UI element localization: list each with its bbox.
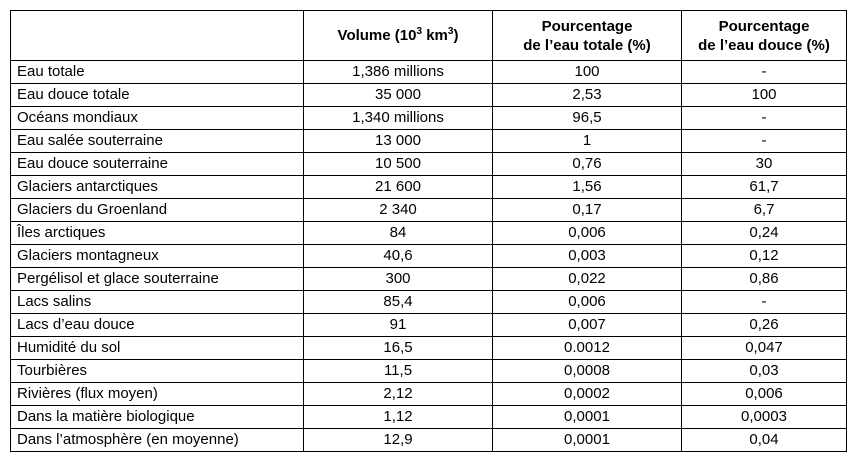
table-row bbox=[11, 84, 847, 107]
row-volume: 11,5 bbox=[304, 360, 493, 383]
table-row bbox=[11, 291, 847, 314]
row-pct-fresh: 0,03 bbox=[682, 360, 847, 383]
row-volume: 12,9 bbox=[304, 429, 493, 452]
row-pct-total: 0,17 bbox=[493, 199, 682, 222]
row-volume: 35 000 bbox=[304, 84, 493, 107]
row-pct-fresh: 100 bbox=[682, 84, 847, 107]
row-pct-fresh: 0,24 bbox=[682, 222, 847, 245]
row-pct-total: 0,0008 bbox=[493, 360, 682, 383]
row-volume: 21 600 bbox=[304, 176, 493, 199]
row-label: Lacs d’eau douce bbox=[11, 314, 304, 337]
header-empty-cell bbox=[11, 11, 304, 61]
row-pct-fresh: - bbox=[682, 61, 847, 84]
header-volume-suffix: ) bbox=[453, 27, 459, 44]
water-distribution-table bbox=[10, 10, 847, 452]
row-label: Eau douce souterraine bbox=[11, 153, 304, 176]
table-row bbox=[11, 360, 847, 383]
row-pct-fresh: 30 bbox=[682, 153, 847, 176]
row-pct-total: 0,007 bbox=[493, 314, 682, 337]
row-pct-total: 100 bbox=[493, 61, 682, 84]
row-label: Îles arctiques bbox=[11, 222, 304, 245]
header-volume bbox=[304, 11, 493, 61]
table-row bbox=[11, 337, 847, 360]
row-volume: 300 bbox=[304, 268, 493, 291]
row-pct-total: 0,0001 bbox=[493, 406, 682, 429]
row-label: Humidité du sol bbox=[11, 337, 304, 360]
row-volume: 1,12 bbox=[304, 406, 493, 429]
header-volume-exponent-1: 3 bbox=[416, 26, 423, 37]
header-pct-total-line1: Pourcentage bbox=[541, 17, 633, 35]
row-pct-fresh: - bbox=[682, 130, 847, 153]
header-pct-fresh bbox=[682, 11, 847, 61]
table-row bbox=[11, 107, 847, 130]
row-pct-fresh: 0,0003 bbox=[682, 406, 847, 429]
row-label: Eau totale bbox=[11, 61, 304, 84]
row-label: Glaciers antarctiques bbox=[11, 176, 304, 199]
row-pct-total: 1 bbox=[493, 130, 682, 153]
row-label: Eau douce totale bbox=[11, 84, 304, 107]
row-label: Tourbières bbox=[11, 360, 304, 383]
row-pct-fresh: 0,047 bbox=[682, 337, 847, 360]
row-pct-fresh: 0,006 bbox=[682, 383, 847, 406]
table-header-row bbox=[11, 11, 847, 61]
row-volume: 1,386 millions bbox=[304, 61, 493, 84]
row-pct-fresh: 0,26 bbox=[682, 314, 847, 337]
row-pct-total: 0,0001 bbox=[493, 429, 682, 452]
row-pct-total: 0,006 bbox=[493, 222, 682, 245]
header-pct-fresh-line2: de l’eau douce (%) bbox=[698, 36, 830, 54]
row-label: Pergélisol et glace souterraine bbox=[11, 268, 304, 291]
row-label: Lacs salins bbox=[11, 291, 304, 314]
table-row bbox=[11, 153, 847, 176]
row-pct-total: 1,56 bbox=[493, 176, 682, 199]
row-pct-fresh: 0,86 bbox=[682, 268, 847, 291]
row-pct-total: 0,022 bbox=[493, 268, 682, 291]
table-row bbox=[11, 268, 847, 291]
row-volume: 16,5 bbox=[304, 337, 493, 360]
row-pct-total: 96,5 bbox=[493, 107, 682, 130]
table-row bbox=[11, 176, 847, 199]
table-row bbox=[11, 314, 847, 337]
table-row bbox=[11, 429, 847, 452]
row-volume: 10 500 bbox=[304, 153, 493, 176]
water-distribution-table-container bbox=[10, 10, 846, 452]
row-label: Glaciers montagneux bbox=[11, 245, 304, 268]
row-pct-fresh: - bbox=[682, 291, 847, 314]
row-pct-fresh: 0,04 bbox=[682, 429, 847, 452]
row-label: Océans mondiaux bbox=[11, 107, 304, 130]
row-volume: 85,4 bbox=[304, 291, 493, 314]
table-body bbox=[11, 61, 847, 452]
table-row bbox=[11, 61, 847, 84]
table-row bbox=[11, 245, 847, 268]
row-pct-fresh: 6,7 bbox=[682, 199, 847, 222]
row-pct-total: 0,76 bbox=[493, 153, 682, 176]
row-label: Rivières (flux moyen) bbox=[11, 383, 304, 406]
row-label: Dans la matière biologique bbox=[11, 406, 304, 429]
table-row bbox=[11, 130, 847, 153]
table-row bbox=[11, 222, 847, 245]
row-volume: 2,12 bbox=[304, 383, 493, 406]
header-pct-total bbox=[493, 11, 682, 61]
row-label: Eau salée souterraine bbox=[11, 130, 304, 153]
row-pct-total: 0,006 bbox=[493, 291, 682, 314]
row-label: Glaciers du Groenland bbox=[11, 199, 304, 222]
row-volume: 1,340 millions bbox=[304, 107, 493, 130]
table-row bbox=[11, 383, 847, 406]
row-pct-fresh: 61,7 bbox=[682, 176, 847, 199]
row-pct-total: 0,003 bbox=[493, 245, 682, 268]
row-pct-fresh: - bbox=[682, 107, 847, 130]
row-volume: 40,6 bbox=[304, 245, 493, 268]
row-pct-fresh: 0,12 bbox=[682, 245, 847, 268]
row-label: Dans l’atmosphère (en moyenne) bbox=[11, 429, 304, 452]
header-pct-total-line2: de l’eau totale (%) bbox=[523, 36, 651, 54]
row-volume: 84 bbox=[304, 222, 493, 245]
header-volume-unit: km bbox=[422, 27, 448, 44]
table-row bbox=[11, 406, 847, 429]
row-pct-total: 0,0002 bbox=[493, 383, 682, 406]
row-volume: 91 bbox=[304, 314, 493, 337]
row-pct-total: 0.0012 bbox=[493, 337, 682, 360]
header-volume-exponent-2: 3 bbox=[447, 26, 454, 37]
header-pct-fresh-line1: Pourcentage bbox=[718, 17, 810, 35]
row-pct-total: 2,53 bbox=[493, 84, 682, 107]
row-volume: 13 000 bbox=[304, 130, 493, 153]
table-row bbox=[11, 199, 847, 222]
row-volume: 2 340 bbox=[304, 199, 493, 222]
header-volume-prefix: Volume (10 bbox=[337, 27, 417, 44]
